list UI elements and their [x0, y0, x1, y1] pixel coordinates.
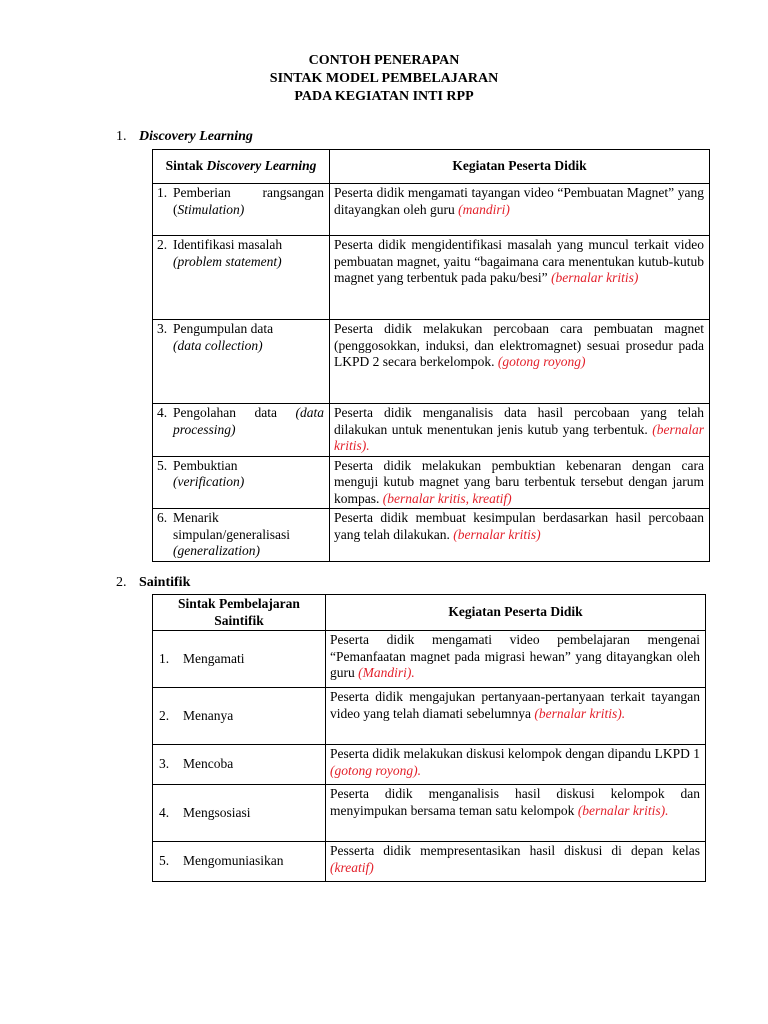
step-english: (data processing) [173, 405, 324, 437]
table-row [153, 745, 706, 785]
character-tag: (gotong royong). [330, 762, 421, 778]
row-number: 5. [159, 853, 170, 869]
step-name: Mencoba [183, 756, 234, 772]
step-name: Mengamati [183, 650, 245, 666]
character-tag: (gotong royong) [497, 354, 586, 369]
activity-text: Peserta didik mengamati video pembelajaran mengenai “Pemanfaatan magnet pada migrasi hewan” yang ditayangkan oleh guru [330, 632, 700, 680]
table-header-row [153, 595, 706, 631]
section-2-title: Saintifik [139, 575, 191, 590]
character-tag: (bernalar kritis). [534, 705, 626, 721]
activity-text: Peserta didik membuat kesimpulan berdasarkan hasil percobaan yang telah dilakukan. [334, 510, 704, 542]
doc-title-line-2: SINTAK MODEL PEMBELAJARAN [269, 71, 499, 86]
col-header-sintak-text: Sintak Pembelajaran [178, 596, 300, 611]
character-tag: (bernalar kritis, kreatif) [382, 490, 512, 506]
section-2-heading [116, 575, 190, 591]
col-header-sintak-text: Sintak [165, 158, 204, 174]
character-tag: (kreatif) [330, 859, 374, 875]
table-header-row [153, 150, 710, 184]
activity-text: Peserta didik mengajukan pertanyaan-pertanyaan terkait tayangan video yang telah diamati sebelumnya [330, 689, 700, 721]
row-number: 5. [157, 457, 168, 473]
row-number: 4. [157, 405, 168, 420]
step-name: Menarik simpulan/generalisasi [173, 510, 290, 542]
row-number: 1. [157, 185, 168, 200]
activity-text: Pesserta didik mempresentasikan hasil diskusi di depan kelas [330, 843, 700, 858]
activity-text: Peserta didik mengamati tayangan video “Pembuatan Magnet” yang ditayangkan oleh guru [334, 185, 704, 217]
row-number: 1. [159, 650, 170, 666]
character-tag: (bernalar kritis) [551, 270, 639, 285]
table-row [153, 631, 706, 688]
doc-title-line-3: PADA KEGIATAN INTI RPP [294, 89, 474, 104]
row-number: 4. [159, 804, 170, 820]
step-english: (problem statement) [173, 253, 282, 269]
step-name: Mengomuniasikan [183, 853, 284, 869]
table-row [153, 320, 710, 404]
step-name: Menanya [183, 707, 234, 723]
step-name: Pengumpulan data [173, 321, 274, 336]
col-header-sintak-text-2: Saintifik [214, 612, 264, 628]
table-row [153, 509, 710, 562]
table-row [153, 842, 706, 882]
step-name: Mengsosiasi [183, 804, 251, 820]
step-english: Stimulation) [177, 201, 245, 217]
col-header-sintak-italic: Discovery Learning [206, 158, 317, 174]
step-english: (generalization) [173, 543, 260, 558]
section-2-number: 2. [116, 575, 127, 590]
section-1-heading [116, 129, 253, 145]
character-tag: (bernalar kritis). [577, 802, 669, 818]
activity-text: Peserta didik menganalisis hasil diskusi kelompok dan menyimpukan bersama teman satu kelompok [330, 786, 700, 818]
table-row [153, 456, 710, 509]
saintifik-table [152, 594, 706, 882]
row-number: 2. [157, 237, 168, 252]
row-number: 3. [157, 321, 168, 336]
col-header-kegiatan: Kegiatan Peserta Didik [330, 150, 710, 184]
character-tag: (Mandiri). [358, 665, 415, 680]
row-number: 6. [157, 510, 168, 525]
character-tag: (bernalar kritis) [453, 526, 541, 542]
table-row [153, 688, 706, 745]
col-header-sintak [153, 150, 330, 184]
section-1-number: 1. [116, 129, 127, 144]
step-name: Pemberian rangsangan ( [173, 185, 324, 217]
activity-text: Peserta didik mengidentifikasi masalah yang muncul terkait video pembuatan magnet, yaitu “bagaimana cara menentukan kutub-kutub magnet yang terbentuk pada paku/besi” [334, 237, 704, 285]
row-number: 2. [159, 707, 170, 723]
activity-text: Peserta didik menganalisis data hasil percobaan yang telah dilakukan untuk menentukan jenis kutub yang terbentuk. [334, 405, 704, 437]
activity-text: Peserta didik melakukan diskusi kelompok dengan dipandu LKPD 1 [330, 746, 700, 761]
table-row [153, 404, 710, 457]
step-english: (verification) [173, 474, 245, 489]
table-row [153, 184, 710, 236]
doc-title-line-1: CONTOH PENERAPAN [308, 53, 460, 68]
section-1-title: Discovery Learning [139, 129, 253, 144]
activity-text: Peserta didik melakukan percobaan cara pembuatan magnet (penggosokkan, induksi, dan elektromagnet) sesuai prosedur pada LKPD 2 secara berkelompok. [334, 321, 704, 369]
step-english: (data collection) [173, 337, 263, 353]
col-header-sintak [153, 595, 326, 631]
col-header-kegiatan: Kegiatan Peserta Didik [326, 595, 706, 631]
step-name: Identifikasi masalah [173, 237, 283, 252]
step-name: Pembuktian [173, 457, 238, 473]
character-tag: (bernalar kritis). [334, 421, 704, 453]
activity-text: Peserta didik melakukan pembuktian kebenaran dengan cara menguji kutub magnet yang baru terbentuk tersebut dengan jarum kompas. [334, 457, 704, 506]
character-tag: (mandiri) [458, 201, 510, 217]
row-number: 3. [159, 756, 170, 772]
table-row [153, 236, 710, 320]
table-row [153, 785, 706, 842]
discovery-learning-table [152, 149, 710, 562]
step-name: Pengolahan data [173, 405, 296, 420]
